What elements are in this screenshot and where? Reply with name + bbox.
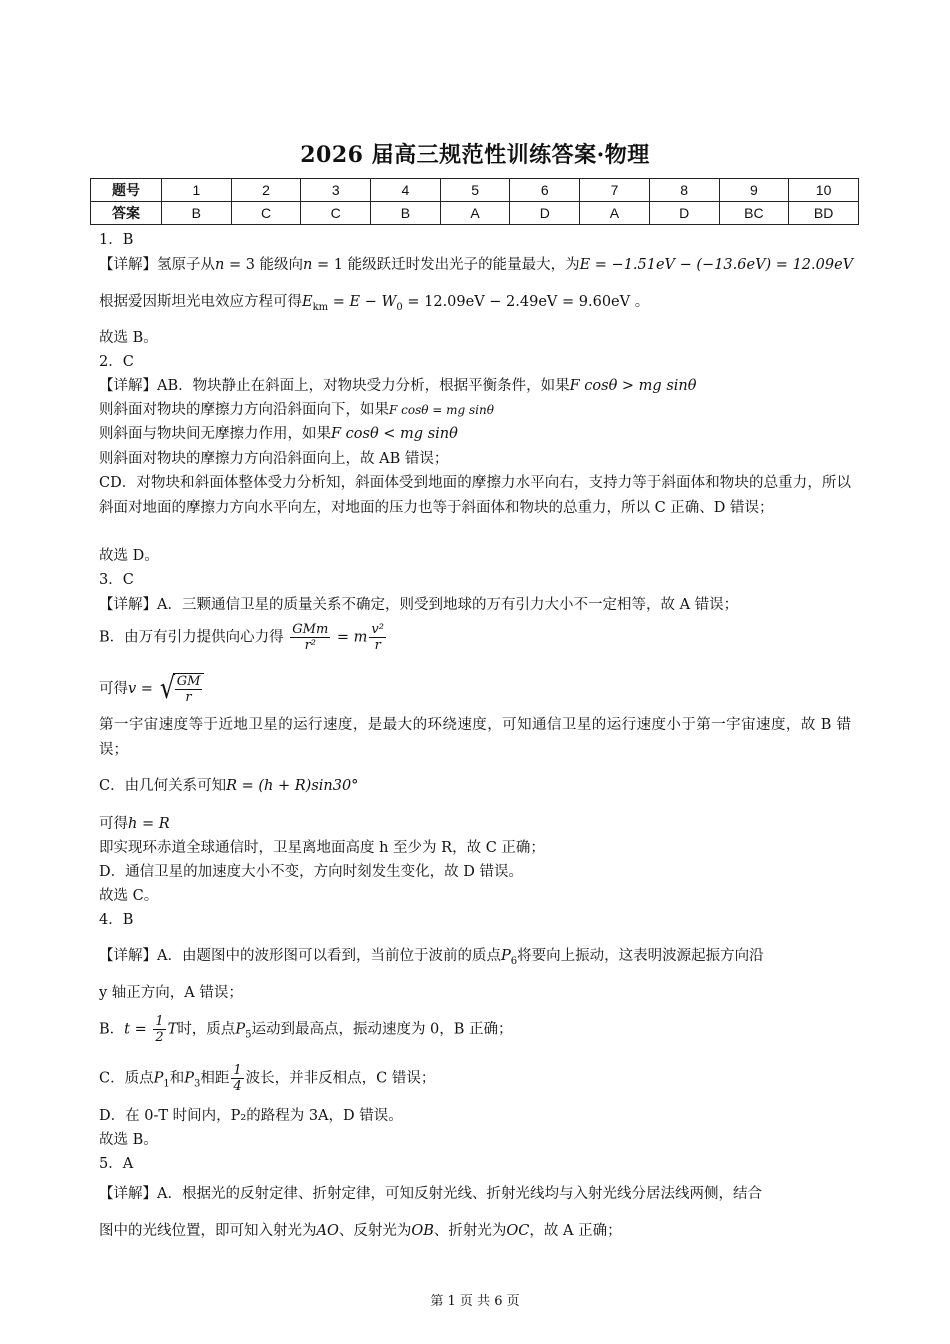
text: 相距	[200, 1070, 230, 1087]
fraction	[290, 622, 330, 653]
table-cell: 1	[162, 179, 232, 202]
text: 【详解】A．由题图中的波形图可以看到，当前位于波前的质点	[99, 948, 501, 964]
text: 则斜面与物块间无摩擦力作用，如果	[99, 426, 331, 442]
numerator: GM	[176, 674, 201, 689]
q2-line2	[99, 400, 494, 420]
q3-line6	[99, 814, 170, 834]
row-label: 题号	[91, 179, 162, 202]
math-sub: 5	[245, 1029, 252, 1041]
page-footer: 第 1 页 共 6 页	[430, 1294, 520, 1309]
text: 【详解】AB．物块静止在斜面上，对物块受力分析，根据平衡条件，如果	[99, 378, 570, 394]
math: = E − W	[328, 294, 397, 310]
text: 图中的光线位置，即可知入射光为	[99, 1223, 317, 1239]
q4-line6: 故选 B。	[99, 1132, 158, 1148]
math: n	[215, 257, 225, 273]
q2-line1	[99, 376, 696, 396]
square-root: √ $\frac{GM}{r}$	[158, 670, 205, 708]
math: v =	[128, 681, 158, 697]
row-label: 答案	[91, 202, 162, 225]
math-sub: km	[312, 301, 329, 313]
table-cell: C	[231, 202, 301, 225]
q1-line1	[99, 255, 853, 275]
q4-line1	[99, 946, 764, 972]
text: B．	[99, 1021, 125, 1038]
q4-line5: D．在 0-T 时间内，P₂的路程为 3A，D 错误。	[99, 1108, 403, 1124]
q2-heading: 2．C	[99, 354, 134, 370]
q3-line4: 第一宇宙速度等于近地卫星的运行速度，是最大的环绕速度，可知通信卫星的运行速度小于第一宇宙速度，故 B 错误；	[99, 717, 851, 758]
table-cell: A	[580, 202, 650, 225]
table-cell: BC	[719, 202, 789, 225]
text: 、反射光为	[338, 1223, 412, 1239]
equation: R = (h + R)sin30°	[226, 778, 359, 794]
table-cell: A	[440, 202, 510, 225]
equation: F cosθ > mg sinθ	[569, 378, 697, 394]
text: C．质点	[99, 1070, 154, 1087]
q4-line2: y 轴正方向，A 错误；	[99, 985, 243, 1001]
math-sub: 0	[396, 301, 403, 313]
page-title: 2026 届高三规范性训练答案·物理	[300, 142, 650, 168]
text: 可得	[99, 681, 128, 697]
math: t =	[124, 1021, 152, 1038]
denominator: 4	[233, 1079, 242, 1094]
q5-line2	[99, 1221, 622, 1241]
fraction	[153, 1014, 165, 1045]
table-cell: 8	[649, 179, 719, 202]
numerator: GMm	[292, 622, 329, 637]
q1-heading: 1．B	[99, 232, 134, 248]
math: P	[235, 1021, 246, 1038]
fraction	[175, 674, 203, 705]
q3-line1: 【详解】A．三颗通信卫星的质量关系不确定，则受到地球的万有引力大小不一定相等，故 A 错误；	[99, 597, 739, 613]
table-cell: 4	[371, 179, 441, 202]
q4-line4	[99, 1063, 435, 1094]
answer-table	[90, 178, 859, 225]
text: 将要向上振动，这表明波源起振方向沿	[517, 948, 764, 964]
table-cell: 9	[719, 179, 789, 202]
table-cell: B	[162, 202, 232, 225]
q5-line1: 【详解】A．根据光的反射定律、折射定律，可知反射光线、折射光线均与入射光线分居法线两侧，结合	[99, 1186, 762, 1202]
q2-line6: 故选 D。	[99, 548, 159, 564]
equation: F cosθ < mg sinθ	[331, 426, 458, 442]
q2-line3	[99, 424, 458, 444]
table-cell: D	[649, 202, 719, 225]
text: B．由万有引力提供向心力得	[99, 629, 284, 646]
denominator: r	[374, 638, 381, 653]
table-row-answers	[91, 202, 859, 225]
equation: h = R	[128, 816, 170, 832]
numerator: v²	[371, 622, 384, 637]
math: P	[153, 1070, 164, 1087]
q3-line5	[99, 776, 358, 796]
text: 。	[630, 294, 650, 310]
table-cell: 6	[510, 179, 580, 202]
q3-heading: 3．C	[99, 572, 134, 588]
math: OC	[506, 1223, 530, 1239]
text: = 3 能级向	[224, 257, 304, 273]
table-cell: 3	[301, 179, 371, 202]
math: AO	[316, 1223, 339, 1239]
q4-heading: 4．B	[99, 912, 134, 928]
math-sub: 3	[194, 1078, 201, 1090]
table-row-numbers	[91, 179, 859, 202]
equation: F cosθ = mg sinθ	[389, 403, 494, 417]
math: n	[303, 257, 313, 273]
q3-line2	[99, 622, 388, 653]
q5-heading: 5．A	[99, 1156, 134, 1172]
math: = m	[332, 629, 368, 646]
text: 根据爱因斯坦光电效应方程可得	[99, 294, 302, 310]
text: 可得	[99, 816, 128, 832]
denominator: r²	[304, 638, 316, 653]
q3-line7: 即实现环赤道全球通信时，卫星离地面高度 h 至少为 R，故 C 正确；	[99, 840, 545, 856]
text: 和	[169, 1070, 185, 1087]
math: OB	[411, 1223, 434, 1239]
math-sub: 1	[163, 1078, 170, 1090]
q4-line3	[99, 1014, 513, 1045]
math: T	[167, 1021, 178, 1038]
math: = 12.09eV − 2.49eV = 9.60eV	[402, 294, 631, 310]
table-cell: 7	[580, 179, 650, 202]
q1-line2	[99, 292, 649, 318]
table-cell: 5	[440, 179, 510, 202]
table-cell: 2	[231, 179, 301, 202]
text: = 1 能级跃迁时发出光子的能量最大，为	[312, 257, 580, 273]
q3-line9: 故选 C。	[99, 888, 159, 904]
numerator: 1	[155, 1014, 164, 1029]
numerator: 1	[233, 1063, 242, 1078]
text: 则斜面对物块的摩擦力方向沿斜面向下，如果	[99, 402, 389, 418]
fraction	[369, 622, 386, 653]
q2-line5: CD．对物块和斜面体整体受力分析知，斜面体受到地面的摩擦力水平向右，支持力等于斜面体和物块的总重力，所以斜面对地面的摩擦力方向水平向左，对地面的压力也等于斜面体和物块的总重力，所以 C 正确、D 错误；	[99, 475, 851, 516]
equation: E = −1.51eV − (−13.6eV) = 12.09eV	[579, 257, 854, 273]
text: 运动到最高点，振动速度为 0，B 正确；	[251, 1021, 513, 1038]
q2-line4: 则斜面对物块的摩擦力方向沿斜面向上，故 AB 错误；	[99, 451, 449, 467]
table-cell: C	[301, 202, 371, 225]
q1-line3: 故选 B。	[99, 330, 158, 346]
text: 、折射光为	[433, 1223, 507, 1239]
math: P	[500, 948, 511, 964]
q3-line3	[99, 670, 204, 708]
table-cell: B	[371, 202, 441, 225]
math-sub: 6	[510, 955, 518, 967]
text: C．由几何关系可知	[99, 778, 227, 794]
math: P	[184, 1070, 195, 1087]
text: ，故 A 正确；	[529, 1223, 622, 1239]
denominator: 2	[155, 1030, 164, 1045]
text: 【详解】氢原子从	[99, 257, 215, 273]
table-cell: D	[510, 202, 580, 225]
text: 时，质点	[177, 1021, 236, 1038]
table-cell: 10	[789, 179, 859, 202]
text: 波长，并非反相点，C 错误；	[245, 1070, 436, 1087]
q3-line8: D．通信卫星的加速度大小不变，方向时刻发生变化，故 D 错误。	[99, 864, 523, 880]
table-cell: BD	[789, 202, 859, 225]
fraction	[231, 1063, 243, 1094]
denominator: r	[185, 690, 192, 705]
math: E	[302, 294, 313, 310]
